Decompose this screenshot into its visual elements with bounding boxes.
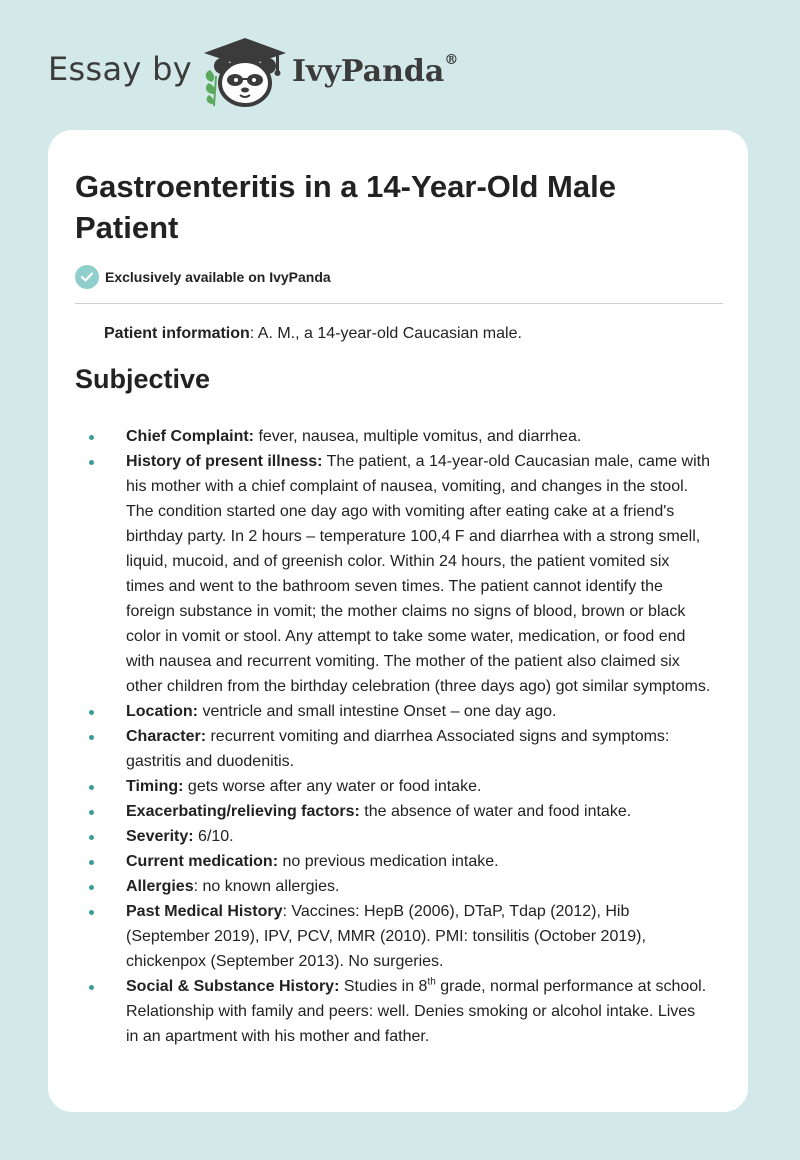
- registered-mark: ®: [444, 52, 459, 68]
- list-item-social-history: Social & Substance History: Studies in 8th grade, normal performance at school. Relationship with family and peers: well. Denies smoking or alcohol intake. Lives in an apartment with his mother and father.: [48, 974, 748, 1049]
- list-item: Current medication: no previous medication intake.: [48, 849, 748, 874]
- bullet-icon: [89, 835, 94, 840]
- essay-card: [48, 130, 748, 1112]
- list-item: Severity: 6/10.: [48, 824, 748, 849]
- bullet-icon: [89, 460, 94, 465]
- list-item: Character: recurrent vomiting and diarrhea Associated signs and symptoms: gastritis and duodenitis.: [48, 724, 748, 774]
- exclusive-badge: [75, 265, 331, 289]
- bullet-icon: [89, 885, 94, 890]
- patient-information: [104, 323, 522, 345]
- bullet-icon: [89, 785, 94, 790]
- list-item: History of present illness: The patient, a 14-year-old Caucasian male, came with his mother with a chief complaint of nausea, vomiting, and changes in the stool. The condition started one day ago with vomiting after eating cake at a friend's birthday party. In 2 hours – temperature 100,4 F and diarrhea with a strong smell, liquid, mucoid, and of greenish color. Within 24 hours, the patient vomited six times and went to the bathroom seven times. The patient cannot identify the foreign substance in vomit; the mother claims no signs of blood, brown or black color in vomit or stool. Any attempt to take some water, medication, or food end with nausea and recurrent vomiting. The mother of the patient also claimed six other children from the birthday celebration (three days ago) got similar symptoms.: [48, 449, 748, 699]
- bullet-icon: [89, 710, 94, 715]
- list-item: Past Medical History: Vaccines: HepB (2006), DTaP, Tdap (2012), Hib (September 2019), IPV, PCV, MMR (2010). PMI: tonsilitis (October 2019), chickenpox (September 2013). No surgeries.: [48, 899, 748, 974]
- divider: [75, 303, 723, 304]
- list-item: Location: ventricle and small intestine Onset – one day ago.: [48, 699, 748, 724]
- section-heading-subjective: Subjective: [75, 364, 211, 394]
- list-item: Timing: gets worse after any water or food intake.: [48, 774, 748, 799]
- patient-info-text: : A. M., a 14-year-old Caucasian male.: [249, 325, 522, 342]
- ivypanda-logo-icon[interactable]: [200, 36, 290, 108]
- essay-title: Gastroenteritis in a 14-Year-Old Male Patient: [75, 169, 616, 245]
- bullet-icon: [89, 860, 94, 865]
- bullet-icon: [89, 735, 94, 740]
- site-header: [0, 0, 800, 128]
- patient-info-label: Patient information: [104, 325, 250, 342]
- brand-name[interactable]: IvyPanda®: [292, 52, 459, 89]
- list-item: Chief Complaint: fever, nausea, multiple vomitus, and diarrhea.: [48, 424, 748, 449]
- check-circle-icon: [75, 265, 99, 289]
- bullet-icon: [89, 810, 94, 815]
- list-item: Exacerbating/relieving factors: the absence of water and food intake.: [48, 799, 748, 824]
- bullet-icon: [89, 435, 94, 440]
- essay-by-label: Essay by: [48, 50, 192, 88]
- list-item: Allergies: no known allergies.: [48, 874, 748, 899]
- subjective-list: [48, 424, 748, 1049]
- bullet-icon: [89, 910, 94, 915]
- exclusive-label: Exclusively available on IvyPanda: [105, 269, 331, 285]
- bullet-icon: [89, 985, 94, 990]
